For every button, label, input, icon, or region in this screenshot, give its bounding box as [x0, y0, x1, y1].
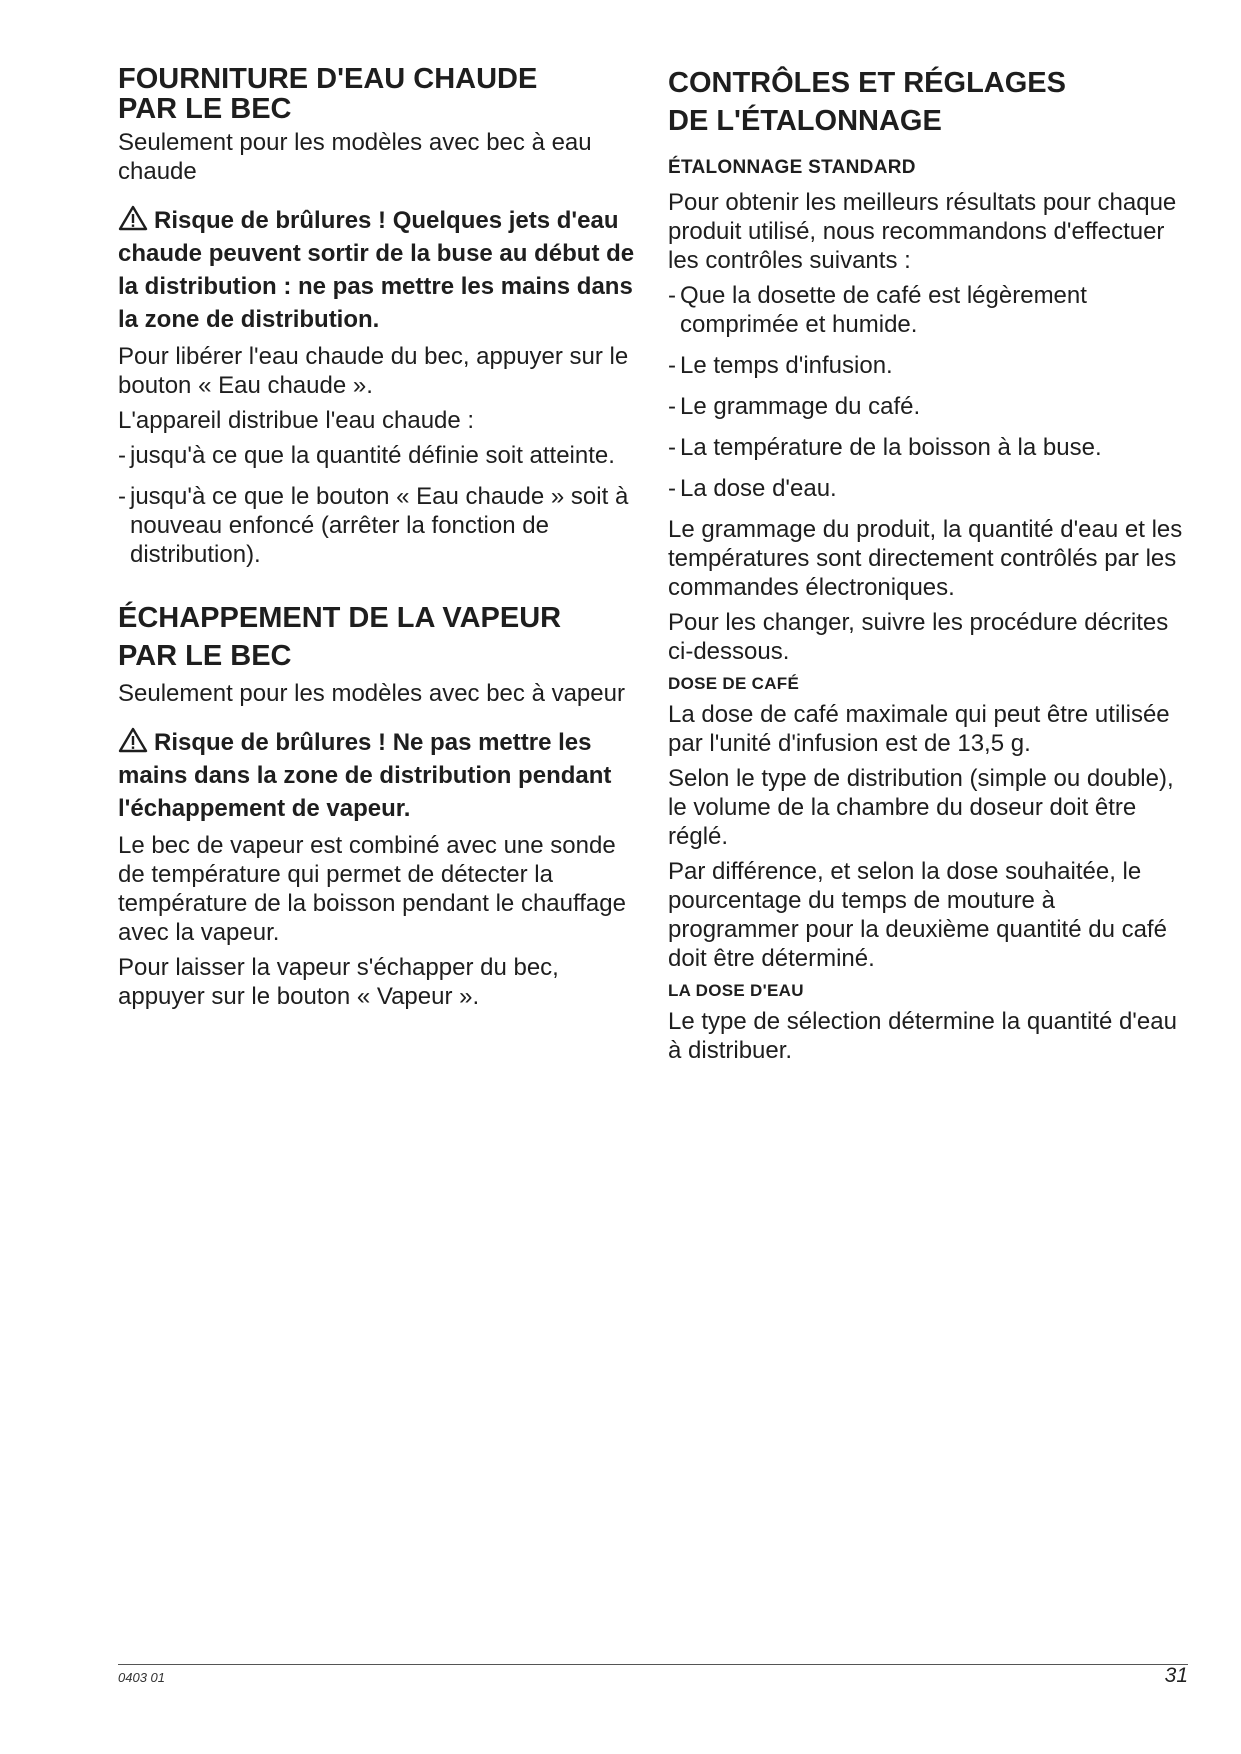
- list-item: - jusqu'à ce que le bouton « Eau chaude » soit à nouveau enfoncé (arrêter la fonction de distribution).: [118, 483, 629, 568]
- title-line: ÉCHAPPEMENT DE LA VAPEUR: [118, 602, 562, 634]
- list-item: - La température de la boisson à la buse.: [668, 434, 1102, 461]
- paragraph: L'appareil distribue l'eau chaude :: [118, 407, 475, 434]
- title-line: CONTRÔLES ET RÉGLAGES: [668, 67, 1066, 99]
- section-title-hot-water: [118, 64, 638, 124]
- section-intro: Seulement pour les modèles avec bec à vapeur: [118, 680, 625, 707]
- section-title-steam: [118, 599, 638, 675]
- subheading-water-dose: LA DOSE D'EAU: [668, 981, 804, 1000]
- section-intro: Seulement pour les modèles avec bec à eau chaude: [118, 129, 592, 185]
- list-item: - Que la dosette de café est légèrement comprimée et humide.: [668, 282, 1087, 338]
- warning-triangle-icon: [118, 205, 148, 231]
- warning-triangle-icon: [118, 727, 148, 753]
- warning-text: Risque de brûlures ! Quelques jets d'eau chaude peuvent sortir de la buse au début de la distribution : ne pas mettre les mains dans la zone de distribution.: [118, 207, 635, 333]
- left-column: [118, 64, 638, 1017]
- paragraph: Pour les changer, suivre les procédure décrites ci-dessous.: [668, 609, 1169, 665]
- paragraph: Pour obtenir les meilleurs résultats pour chaque produit utilisé, nous recommandons d'effectuer les contrôles suivants :: [668, 189, 1177, 274]
- paragraph: Pour laisser la vapeur s'échapper du bec, appuyer sur le bouton « Vapeur ».: [118, 954, 559, 1010]
- subheading-standard: ÉTALONNAGE STANDARD: [668, 157, 916, 178]
- title-line: PAR LE BEC: [118, 93, 292, 125]
- list-item: - Le grammage du café.: [668, 393, 921, 420]
- subheading-coffee-dose: DOSE DE CAFÉ: [668, 674, 800, 693]
- paragraph: Selon le type de distribution (simple ou double), le volume de la chambre du doseur doit être réglé.: [668, 765, 1174, 850]
- title-line: DE L'ÉTALONNAGE: [668, 105, 942, 137]
- paragraph: La dose de café maximale qui peut être utilisée par l'unité d'infusion est de 13,5 g.: [668, 701, 1170, 757]
- page-number: 31: [1164, 1664, 1188, 1687]
- title-line: PAR LE BEC: [118, 640, 292, 672]
- footer-divider: [118, 1664, 1188, 1665]
- paragraph: Le bec de vapeur est combiné avec une sonde de température qui permet de détecter la température de la boisson pendant le chauffage avec la vapeur.: [118, 832, 626, 946]
- document-code: 0403 01: [118, 1670, 165, 1685]
- right-column: [668, 64, 1188, 1071]
- section-title-calibration: [668, 64, 1188, 140]
- title-line: FOURNITURE D'EAU CHAUDE: [118, 63, 538, 95]
- warning-text: Risque de brûlures ! Ne pas mettre les mains dans la zone de distribution pendant l'échappement de vapeur.: [118, 729, 612, 822]
- paragraph: Le grammage du produit, la quantité d'eau et les températures sont directement contrôlés par les commandes électroniques.: [668, 516, 1183, 601]
- list-item: - jusqu'à ce que la quantité définie soit atteinte.: [118, 442, 615, 469]
- paragraph: Par différence, et selon la dose souhaitée, le pourcentage du temps de mouture à programmer pour la deuxième quantité du café doit être déterminé.: [668, 858, 1167, 972]
- paragraph: Le type de sélection détermine la quantité d'eau à distribuer.: [668, 1008, 1177, 1064]
- warning-paragraph: [118, 204, 638, 336]
- dash-list: [668, 281, 1188, 503]
- list-item: - Le temps d'infusion.: [668, 352, 893, 379]
- paragraph: Pour libérer l'eau chaude du bec, appuyer sur le bouton « Eau chaude ».: [118, 343, 629, 399]
- dash-list: [118, 441, 638, 569]
- warning-paragraph: [118, 726, 638, 825]
- list-item: - La dose d'eau.: [668, 475, 837, 502]
